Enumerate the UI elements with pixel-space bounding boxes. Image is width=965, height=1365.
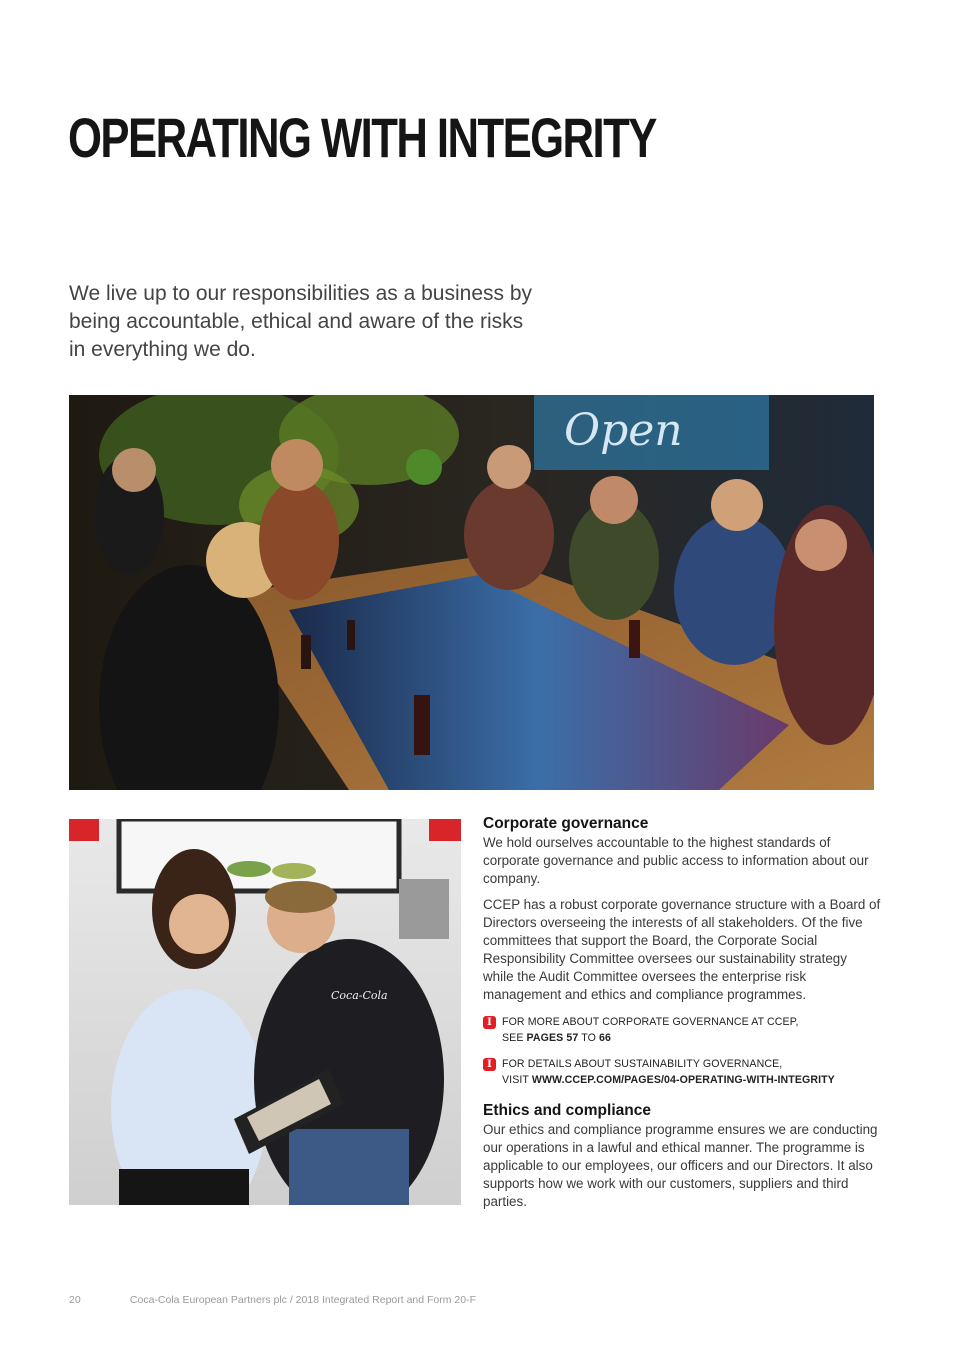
governance-paragraph-1: We hold ourselves accountable to the highest standards of corporate governance and public access to information about our company. xyxy=(483,835,869,886)
intro-text: We live up to our responsibilities as a business by being accountable, ethical and aware of the risks in everything we do. xyxy=(69,282,533,361)
coca-cola-logo-text: Coca-Cola xyxy=(331,989,388,1002)
note-see: SEE xyxy=(502,1032,524,1044)
info-icon: I xyxy=(483,1016,496,1029)
meeting-photo xyxy=(69,395,874,790)
ethics-paragraph: Our ethics and compliance programme ensures we are conducting our operations in a lawful and ethical manner. The programme is applicable to our employees, our officers and our Directors. It also supports how we work with our customers, suppliers and third parties. xyxy=(483,1122,878,1209)
sustainability-reference-note xyxy=(483,1056,881,1088)
footer-text: Coca-Cola European Partners plc / 2018 Integrated Report and Form 20-F xyxy=(129,1294,477,1306)
info-icon: I xyxy=(483,1058,496,1071)
page-footer xyxy=(69,1294,476,1306)
governance-reference-note xyxy=(483,1014,881,1046)
website-link[interactable]: WWW.CCEP.COM/PAGES/04-OPERATING-WITH-INTEGRITY xyxy=(531,1074,835,1086)
corporate-governance-heading: Corporate governance xyxy=(483,815,649,832)
note-visit: VISIT xyxy=(502,1074,529,1086)
ethics-compliance-heading: Ethics and compliance xyxy=(483,1102,651,1119)
neon-sign-text: Open xyxy=(564,405,683,456)
governance-paragraph-2: CCEP has a robust corporate governance structure with a Board of Directors overseeing the interests of all stakeholders. Of the five committees that support the Board, the Corporate Social Responsibility Committee oversees our sustainability strategy while the Audit Committee oversees the enterprise risk management and ethics and compliance programmes. xyxy=(483,897,881,1002)
staff-photo xyxy=(69,819,461,1205)
note-line: FOR MORE ABOUT CORPORATE GOVERNANCE AT CCEP, xyxy=(502,1016,799,1028)
page-number: 20 xyxy=(69,1294,81,1306)
text-column xyxy=(483,814,881,1211)
page-title: OPERATING WITH INTEGRITY xyxy=(68,106,656,169)
note-line: FOR DETAILS ABOUT SUSTAINABILITY GOVERNANCE, xyxy=(502,1058,783,1070)
page-end-link[interactable]: 66 xyxy=(599,1032,612,1044)
pages-link[interactable]: PAGES 57 xyxy=(526,1032,579,1044)
note-to: TO xyxy=(581,1032,596,1044)
